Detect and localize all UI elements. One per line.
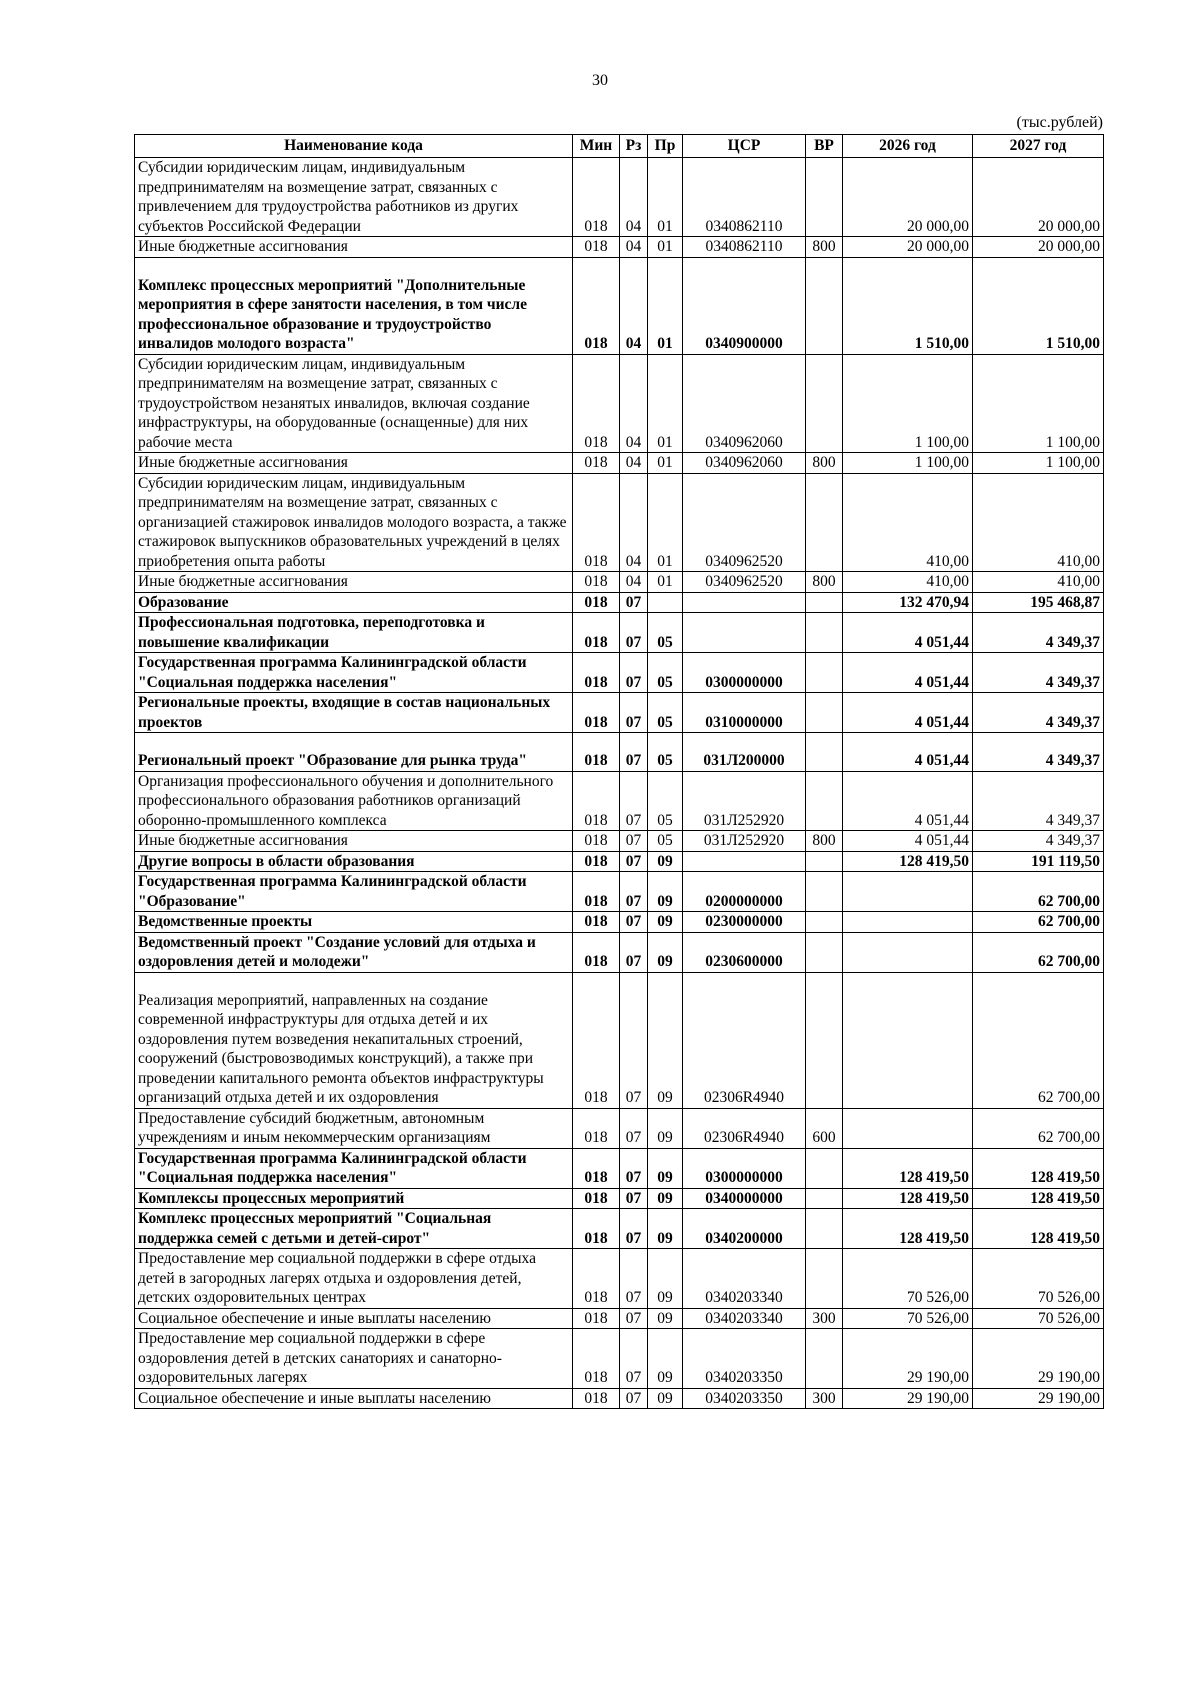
cell-rz: 07	[620, 831, 648, 852]
cell-pr	[648, 592, 683, 613]
cell-rz: 04	[620, 237, 648, 258]
cell-2027: 4 349,37	[973, 771, 1104, 831]
cell-name: Комплексы процессных мероприятий	[135, 1188, 573, 1209]
cell-csr: 0300000000	[683, 653, 806, 693]
cell-2026: 128 419,50	[843, 1148, 973, 1188]
cell-min: 018	[573, 693, 620, 733]
table-row	[135, 237, 1104, 258]
cell-2026	[843, 1108, 973, 1148]
cell-csr: 031Л200000	[683, 733, 806, 772]
table-row	[135, 354, 1104, 453]
cell-csr: 0340962520	[683, 473, 806, 572]
cell-2027: 4 349,37	[973, 831, 1104, 852]
cell-vr: 800	[806, 453, 843, 474]
cell-2027: 29 190,00	[973, 1329, 1104, 1389]
cell-name: Ведомственный проект "Создание условий для отдыха и оздоровления детей и молодежи"	[135, 932, 573, 972]
cell-rz: 07	[620, 1108, 648, 1148]
cell-name: Иные бюджетные ассигнования	[135, 831, 573, 852]
cell-2027: 62 700,00	[973, 872, 1104, 912]
cell-csr: 0340203350	[683, 1388, 806, 1409]
cell-rz: 04	[620, 354, 648, 453]
cell-min: 018	[573, 831, 620, 852]
cell-name: Предоставление субсидий бюджетным, автономным учреждениям и иным некоммерческим организациям	[135, 1108, 573, 1148]
cell-min: 018	[573, 851, 620, 872]
cell-2027: 4 349,37	[973, 653, 1104, 693]
cell-2026: 29 190,00	[843, 1388, 973, 1409]
cell-2027: 1 510,00	[973, 257, 1104, 354]
cell-vr	[806, 613, 843, 653]
cell-pr: 05	[648, 771, 683, 831]
cell-min: 018	[573, 1329, 620, 1389]
cell-csr: 02306R4940	[683, 972, 806, 1108]
cell-pr: 09	[648, 872, 683, 912]
cell-vr	[806, 653, 843, 693]
cell-rz: 07	[620, 872, 648, 912]
cell-vr	[806, 158, 843, 237]
cell-2026	[843, 972, 973, 1108]
cell-2026: 4 051,44	[843, 693, 973, 733]
cell-csr: 0230600000	[683, 932, 806, 972]
table-row	[135, 771, 1104, 831]
table-row	[135, 1188, 1104, 1209]
cell-2026: 132 470,94	[843, 592, 973, 613]
cell-min: 018	[573, 572, 620, 593]
cell-vr	[806, 693, 843, 733]
cell-vr	[806, 473, 843, 572]
cell-min: 018	[573, 653, 620, 693]
cell-name: Реализация мероприятий, направленных на создание современной инфраструктуры для отдыха детей и их оздоровления путем возведения некапитальных строений, сооружений (быстровозводимых конструкций), а также при проведении капитального ремонта объектов инфраструктуры организаций отдыха детей и их оздоровления	[135, 972, 573, 1108]
cell-csr: 02306R4940	[683, 1108, 806, 1148]
cell-min: 018	[573, 932, 620, 972]
cell-2026: 1 100,00	[843, 354, 973, 453]
cell-vr: 800	[806, 237, 843, 258]
cell-csr: 031Л252920	[683, 831, 806, 852]
cell-vr	[806, 912, 843, 933]
cell-name: Иные бюджетные ассигнования	[135, 237, 573, 258]
cell-2027: 128 419,50	[973, 1209, 1104, 1249]
cell-name: Государственная программа Калининградской области "Социальная поддержка населения"	[135, 653, 573, 693]
cell-2027: 195 468,87	[973, 592, 1104, 613]
cell-pr: 09	[648, 1308, 683, 1329]
cell-csr: 0340203340	[683, 1308, 806, 1329]
table-row	[135, 693, 1104, 733]
table-row	[135, 831, 1104, 852]
cell-csr: 0200000000	[683, 872, 806, 912]
cell-csr	[683, 851, 806, 872]
cell-name: Региональный проект "Образование для рынка труда"	[135, 733, 573, 772]
cell-rz: 07	[620, 1329, 648, 1389]
cell-2027: 29 190,00	[973, 1388, 1104, 1409]
cell-min: 018	[573, 1209, 620, 1249]
cell-csr: 0340200000	[683, 1209, 806, 1249]
cell-rz: 07	[620, 1148, 648, 1188]
cell-2027: 128 419,50	[973, 1148, 1104, 1188]
cell-name: Образование	[135, 592, 573, 613]
cell-pr: 01	[648, 158, 683, 237]
cell-csr: 0340862110	[683, 237, 806, 258]
cell-vr: 800	[806, 572, 843, 593]
cell-csr: 0340203340	[683, 1249, 806, 1309]
cell-2026: 1 510,00	[843, 257, 973, 354]
cell-pr: 05	[648, 653, 683, 693]
cell-2027: 62 700,00	[973, 912, 1104, 933]
cell-csr: 031Л252920	[683, 771, 806, 831]
header-rz: Рз	[620, 135, 648, 158]
cell-pr: 05	[648, 613, 683, 653]
cell-rz: 07	[620, 771, 648, 831]
cell-2026: 1 100,00	[843, 453, 973, 474]
cell-csr: 0340962060	[683, 354, 806, 453]
cell-min: 018	[573, 872, 620, 912]
cell-vr	[806, 354, 843, 453]
cell-csr: 0340203350	[683, 1329, 806, 1389]
cell-name: Предоставление мер социальной поддержки в сфере отдыха детей в загородных лагерях отдыха и оздоровления детей, детских оздоровительных центрах	[135, 1249, 573, 1309]
cell-vr	[806, 1209, 843, 1249]
cell-rz: 04	[620, 473, 648, 572]
cell-pr: 05	[648, 733, 683, 772]
table-row	[135, 572, 1104, 593]
cell-2026: 20 000,00	[843, 158, 973, 237]
cell-vr	[806, 872, 843, 912]
cell-csr: 0340862110	[683, 158, 806, 237]
cell-rz: 04	[620, 158, 648, 237]
cell-pr: 01	[648, 453, 683, 474]
page-number: 30	[592, 72, 608, 89]
cell-pr: 09	[648, 1188, 683, 1209]
cell-vr	[806, 771, 843, 831]
cell-2027: 70 526,00	[973, 1308, 1104, 1329]
cell-2026: 410,00	[843, 572, 973, 593]
units-label: (тыс.рублей)	[1016, 114, 1103, 131]
cell-pr: 09	[648, 1388, 683, 1409]
cell-2027: 1 100,00	[973, 354, 1104, 453]
table-row	[135, 872, 1104, 912]
header-min: Мин	[573, 135, 620, 158]
cell-vr	[806, 932, 843, 972]
cell-2026: 29 190,00	[843, 1329, 973, 1389]
cell-name: Организация профессионального обучения и дополнительного профессионального образования работников организаций оборонно-промышленного комплекса	[135, 771, 573, 831]
cell-2026: 4 051,44	[843, 733, 973, 772]
cell-2026: 128 419,50	[843, 1209, 973, 1249]
cell-2027: 4 349,37	[973, 613, 1104, 653]
table-row	[135, 1388, 1104, 1409]
cell-min: 018	[573, 158, 620, 237]
table-header-row	[135, 135, 1104, 158]
header-2026: 2026 год	[843, 135, 973, 158]
cell-2027: 62 700,00	[973, 1108, 1104, 1148]
cell-vr	[806, 733, 843, 772]
cell-pr: 09	[648, 932, 683, 972]
cell-vr: 800	[806, 831, 843, 852]
cell-rz: 07	[620, 1308, 648, 1329]
table-row	[135, 1209, 1104, 1249]
table-row	[135, 1249, 1104, 1309]
table-row	[135, 1148, 1104, 1188]
cell-pr: 09	[648, 912, 683, 933]
header-vr: ВР	[806, 135, 843, 158]
header-pr: Пр	[648, 135, 683, 158]
cell-rz: 07	[620, 1188, 648, 1209]
cell-vr: 300	[806, 1308, 843, 1329]
table-row	[135, 473, 1104, 572]
cell-pr: 01	[648, 237, 683, 258]
cell-csr	[683, 592, 806, 613]
cell-name: Другие вопросы в области образования	[135, 851, 573, 872]
cell-min: 018	[573, 354, 620, 453]
cell-name: Субсидии юридическим лицам, индивидуальным предпринимателям на возмещение затрат, связанных с привлечением для трудоустройства работников из других субъектов Российской Федерации	[135, 158, 573, 237]
table-row	[135, 653, 1104, 693]
cell-name: Субсидии юридическим лицам, индивидуальным предпринимателям на возмещение затрат, связанных с трудоустройством незанятых инвалидов, включая создание инфраструктуры, на оборудованные (оснащенные) для них рабочие места	[135, 354, 573, 453]
cell-2026	[843, 932, 973, 972]
cell-csr: 0340962060	[683, 453, 806, 474]
cell-rz: 07	[620, 1388, 648, 1409]
cell-2026	[843, 872, 973, 912]
table-row	[135, 158, 1104, 237]
cell-pr: 09	[648, 972, 683, 1108]
table-row	[135, 972, 1104, 1108]
cell-min: 018	[573, 733, 620, 772]
cell-2027: 20 000,00	[973, 158, 1104, 237]
cell-name: Профессиональная подготовка, переподготовка и повышение квалификации	[135, 613, 573, 653]
cell-name: Социальное обеспечение и иные выплаты населению	[135, 1388, 573, 1409]
cell-2026: 4 051,44	[843, 613, 973, 653]
cell-vr	[806, 1148, 843, 1188]
cell-name: Ведомственные проекты	[135, 912, 573, 933]
cell-2026: 70 526,00	[843, 1308, 973, 1329]
cell-2026: 410,00	[843, 473, 973, 572]
cell-min: 018	[573, 473, 620, 572]
cell-rz: 07	[620, 653, 648, 693]
cell-2027: 4 349,37	[973, 693, 1104, 733]
cell-rz: 07	[620, 733, 648, 772]
cell-rz: 07	[620, 693, 648, 733]
cell-2027: 128 419,50	[973, 1188, 1104, 1209]
cell-2027: 62 700,00	[973, 932, 1104, 972]
cell-pr: 09	[648, 1148, 683, 1188]
cell-min: 018	[573, 237, 620, 258]
cell-2027: 191 119,50	[973, 851, 1104, 872]
cell-pr: 01	[648, 257, 683, 354]
cell-rz: 07	[620, 1249, 648, 1309]
budget-table	[134, 134, 1104, 1409]
cell-2026: 4 051,44	[843, 771, 973, 831]
cell-pr: 09	[648, 1329, 683, 1389]
cell-2027: 410,00	[973, 572, 1104, 593]
cell-rz: 07	[620, 972, 648, 1108]
cell-csr: 0340000000	[683, 1188, 806, 1209]
cell-2027: 4 349,37	[973, 733, 1104, 772]
cell-csr: 0230000000	[683, 912, 806, 933]
table-row	[135, 1108, 1104, 1148]
cell-pr: 05	[648, 831, 683, 852]
cell-csr: 0340900000	[683, 257, 806, 354]
cell-name: Субсидии юридическим лицам, индивидуальным предпринимателям на возмещение затрат, связанных с организацией стажировок инвалидов молодого возраста, а также стажировок выпускников образовательных учреждений в целях приобретения опыта работы	[135, 473, 573, 572]
cell-min: 018	[573, 453, 620, 474]
cell-2026: 4 051,44	[843, 653, 973, 693]
cell-2027: 1 100,00	[973, 453, 1104, 474]
cell-pr: 09	[648, 1108, 683, 1148]
table-row	[135, 592, 1104, 613]
table-row	[135, 932, 1104, 972]
cell-min: 018	[573, 1188, 620, 1209]
table-row	[135, 733, 1104, 772]
cell-2027: 20 000,00	[973, 237, 1104, 258]
cell-min: 018	[573, 972, 620, 1108]
cell-name: Комплекс процессных мероприятий "Дополнительные мероприятия в сфере занятости населения, в том числе профессиональное образование и трудоустройство инвалидов молодого возраста"	[135, 257, 573, 354]
cell-pr: 01	[648, 473, 683, 572]
cell-rz: 07	[620, 613, 648, 653]
cell-min: 018	[573, 613, 620, 653]
cell-vr	[806, 592, 843, 613]
cell-vr	[806, 851, 843, 872]
cell-vr: 300	[806, 1388, 843, 1409]
cell-vr	[806, 257, 843, 354]
header-2027: 2027 год	[973, 135, 1104, 158]
cell-pr: 09	[648, 1209, 683, 1249]
cell-rz: 07	[620, 592, 648, 613]
header-csr: ЦСР	[683, 135, 806, 158]
cell-min: 018	[573, 1108, 620, 1148]
cell-2026: 128 419,50	[843, 1188, 973, 1209]
cell-rz: 07	[620, 1209, 648, 1249]
cell-2026: 20 000,00	[843, 237, 973, 258]
cell-pr: 01	[648, 572, 683, 593]
cell-min: 018	[573, 1308, 620, 1329]
table-body	[135, 158, 1104, 1409]
cell-min: 018	[573, 912, 620, 933]
cell-2027: 410,00	[973, 473, 1104, 572]
cell-2027: 70 526,00	[973, 1249, 1104, 1309]
cell-min: 018	[573, 592, 620, 613]
cell-vr: 600	[806, 1108, 843, 1148]
cell-csr: 0300000000	[683, 1148, 806, 1188]
cell-vr	[806, 1249, 843, 1309]
cell-rz: 04	[620, 453, 648, 474]
cell-2026: 70 526,00	[843, 1249, 973, 1309]
table-row	[135, 912, 1104, 933]
cell-rz: 04	[620, 572, 648, 593]
cell-name: Иные бюджетные ассигнования	[135, 572, 573, 593]
cell-min: 018	[573, 1388, 620, 1409]
cell-rz: 07	[620, 851, 648, 872]
cell-min: 018	[573, 257, 620, 354]
cell-name: Иные бюджетные ассигнования	[135, 453, 573, 474]
cell-2027: 62 700,00	[973, 972, 1104, 1108]
cell-rz: 07	[620, 912, 648, 933]
cell-min: 018	[573, 1249, 620, 1309]
cell-vr	[806, 1188, 843, 1209]
cell-name: Государственная программа Калининградской области "Социальная поддержка населения"	[135, 1148, 573, 1188]
cell-pr: 09	[648, 851, 683, 872]
table-row	[135, 1329, 1104, 1389]
cell-vr	[806, 972, 843, 1108]
cell-csr	[683, 613, 806, 653]
cell-pr: 09	[648, 1249, 683, 1309]
cell-2026: 4 051,44	[843, 831, 973, 852]
cell-csr: 0310000000	[683, 693, 806, 733]
cell-name: Региональные проекты, входящие в состав национальных проектов	[135, 693, 573, 733]
cell-csr: 0340962520	[683, 572, 806, 593]
table-row	[135, 453, 1104, 474]
cell-min: 018	[573, 1148, 620, 1188]
table-row	[135, 613, 1104, 653]
cell-pr: 01	[648, 354, 683, 453]
table-row	[135, 851, 1104, 872]
cell-name: Предоставление мер социальной поддержки в сфере оздоровления детей в детских санаториях и санаторно-оздоровительных лагерях	[135, 1329, 573, 1389]
cell-name: Социальное обеспечение и иные выплаты населению	[135, 1308, 573, 1329]
header-name: Наименование кода	[135, 135, 573, 158]
table-row	[135, 1308, 1104, 1329]
cell-2026: 128 419,50	[843, 851, 973, 872]
cell-vr	[806, 1329, 843, 1389]
cell-name: Комплекс процессных мероприятий "Социальная поддержка семей с детьми и детей-сирот"	[135, 1209, 573, 1249]
cell-rz: 04	[620, 257, 648, 354]
cell-2026	[843, 912, 973, 933]
table-row	[135, 257, 1104, 354]
cell-name: Государственная программа Калининградской области "Образование"	[135, 872, 573, 912]
cell-pr: 05	[648, 693, 683, 733]
cell-rz: 07	[620, 932, 648, 972]
cell-min: 018	[573, 771, 620, 831]
